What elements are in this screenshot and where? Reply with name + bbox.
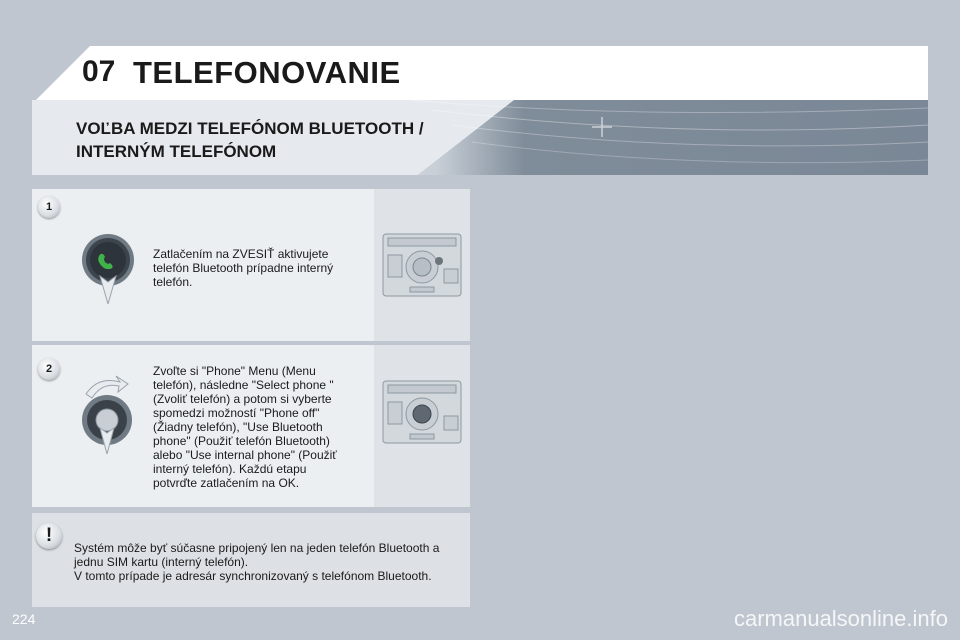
text-line: Systém môže byť súčasne pripojený len na jeden telefón Bluetooth a [74, 541, 440, 555]
text-line: (Zvoliť telefón) a potom si vyberte [153, 392, 332, 406]
text-line: telefón Bluetooth prípadne interný [153, 261, 334, 275]
radio-unit-illustration [382, 380, 462, 444]
section-title-line2: INTERNÝM TELEFÓNOM [76, 142, 277, 161]
text-line: V tomto prípade je adresár synchronizovaný s telefónom Bluetooth. [74, 569, 432, 583]
step-number-badge: 2 [38, 358, 60, 380]
step-1-text [153, 247, 368, 289]
text-line: telefón), následne "Select phone " [153, 378, 334, 392]
text-line: Zvoľte si "Phone" Menu (Menu [153, 364, 316, 378]
text-line: Zatlačením na ZVESIŤ aktivujete [153, 247, 329, 261]
text-line: (Žiadny telefón), "Use Bluetooth [153, 420, 323, 434]
step-2-text [153, 364, 368, 490]
chapter-title: TELEFONOVANIE [133, 55, 401, 90]
page-number: 224 [12, 611, 36, 627]
watermark: carmanualsonline.info [733, 606, 948, 631]
rotary-knob-icon [76, 372, 138, 454]
note-text [74, 541, 464, 583]
text-line: spomedzi možností "Phone off" [153, 406, 320, 420]
text-line: phone" (Použiť telefón Bluetooth) [153, 434, 330, 448]
warning-icon: ! [36, 523, 62, 549]
text-line: telefón. [153, 275, 193, 289]
text-line: interný telefón). Každú etapu [153, 462, 307, 476]
section-title-line1: VOĽBA MEDZI TELEFÓNOM BLUETOOTH / [76, 119, 424, 138]
text-line: alebo "Use internal phone" (Použiť [153, 448, 337, 462]
radio-unit-illustration [382, 233, 462, 297]
section-title [76, 117, 424, 163]
text-line: jednu SIM kartu (interný telefón). [74, 555, 249, 569]
phone-pickup-button-icon [78, 232, 138, 304]
step-number-badge: 1 [38, 196, 60, 218]
chapter-number: 07 [82, 55, 116, 88]
text-line: potvrďte zatlačením na OK. [153, 476, 300, 490]
